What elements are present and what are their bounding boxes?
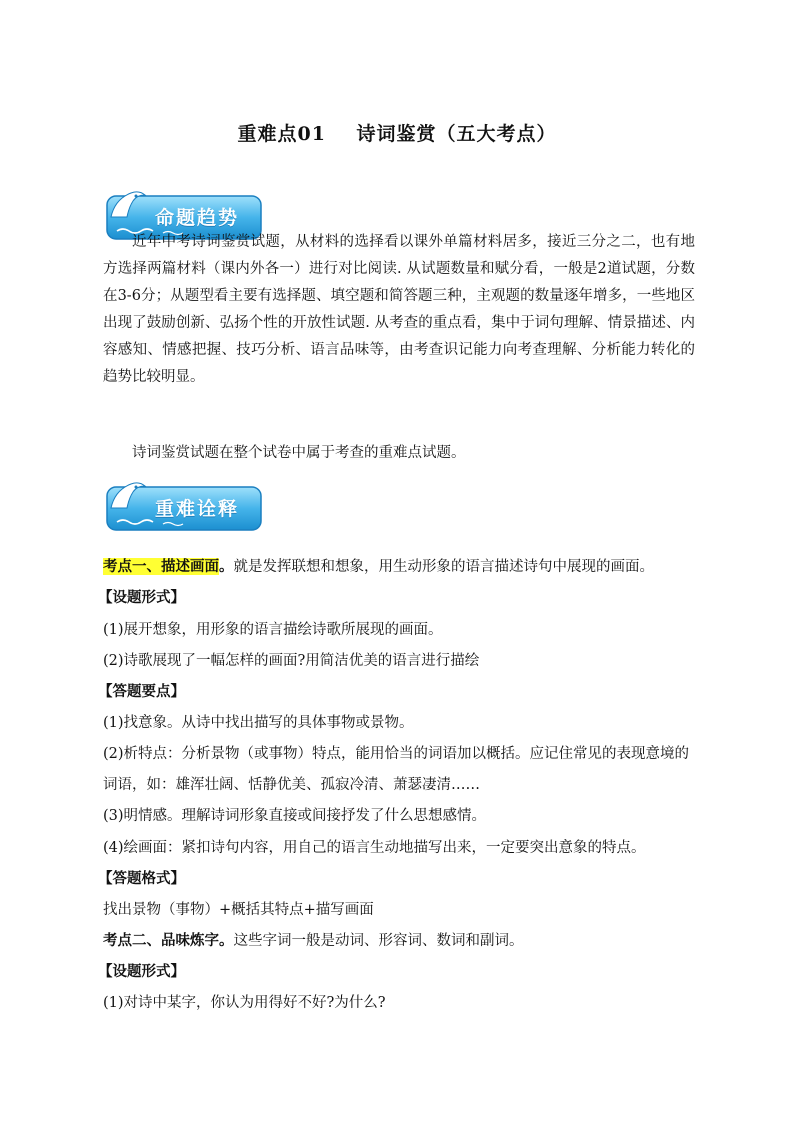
- point1-form-label: 【设题形式】: [98, 589, 185, 606]
- point1-form-item-2: (2)诗歌展现了一幅怎样的画面?用简洁优美的语言进行描绘: [103, 653, 480, 669]
- point2-form-label: 【设题形式】: [98, 963, 185, 980]
- banner-label: 重难诠释: [154, 498, 239, 520]
- intro-paragraph: 近年中考诗词鉴赏试题，从材料的选择看以课外单篇材料居多，接近三分之二，也有地方选择两篇材料（课内外各一）进行对比阅读. 从试题数量和赋分看，一般是2道试题，分数在3-6分；从题型看主要有选择题、填空题和简答题三种，主观题的数量逐年增多，一些地区出现了鼓励创新、弘扬个性的开放性试题. 从考查的重点看，集中于词句理解、情景描述、内容感知、情感把握、技巧分析、语言品味等，由考查识记能力向考查理解、分析能力转化的趋势比较明显。: [103, 234, 695, 385]
- point1-title: 考点一、描述画面: [103, 558, 219, 575]
- point2-description: 这些字词一般是动词、形容词、数词和副词。: [233, 933, 524, 949]
- explain-banner: [103, 478, 265, 536]
- point2-heading: [103, 931, 703, 951]
- point1-key-item-2: (2)析特点：分析景物（或事物）特点，能用恰当的词语加以概括。应记住常见的表现意境的词语，如：雄浑壮阔、恬静优美、孤寂冷清、萧瑟凄清……: [103, 746, 690, 793]
- point1-key-item-4: (4)绘画面：紧扣诗句内容，用自己的语言生动地描写出来，一定要突出意象的特点。: [103, 840, 646, 856]
- point1-key-label: 【答题要点】: [98, 683, 185, 700]
- point1-key-item-3: (3)明情感。理解诗词形象直接或间接抒发了什么思想感情。: [103, 808, 487, 824]
- point1-format-label: 【答题格式】: [98, 870, 185, 887]
- point1-format-text: 找出景物（事物）+概括其特点+描写画面: [103, 902, 374, 918]
- point1-key-item-1: (1)找意象。从诗中找出描写的具体事物或景物。: [103, 715, 414, 731]
- intro-paragraph-2: 诗词鉴赏试题在整个试卷中属于考查的重难点试题。: [132, 445, 466, 461]
- point2-title: 考点二、品味炼字。: [103, 932, 234, 949]
- point1-heading: [103, 557, 703, 577]
- point1-separator: 。: [219, 558, 234, 575]
- banner-label: 命题趋势: [154, 207, 239, 229]
- point1-description: 就是发挥联想和想象，用生动形象的语言描述诗句中展现的画面。: [233, 559, 654, 575]
- point2-form-item-1: (1)对诗中某字，你认为用得好不好?为什么?: [103, 995, 386, 1011]
- page-title: 重难点01 诗词鉴赏（五大考点）: [237, 123, 557, 145]
- point1-form-item-1: (1)展开想象，用形象的语言描绘诗歌所展现的画面。: [103, 622, 443, 638]
